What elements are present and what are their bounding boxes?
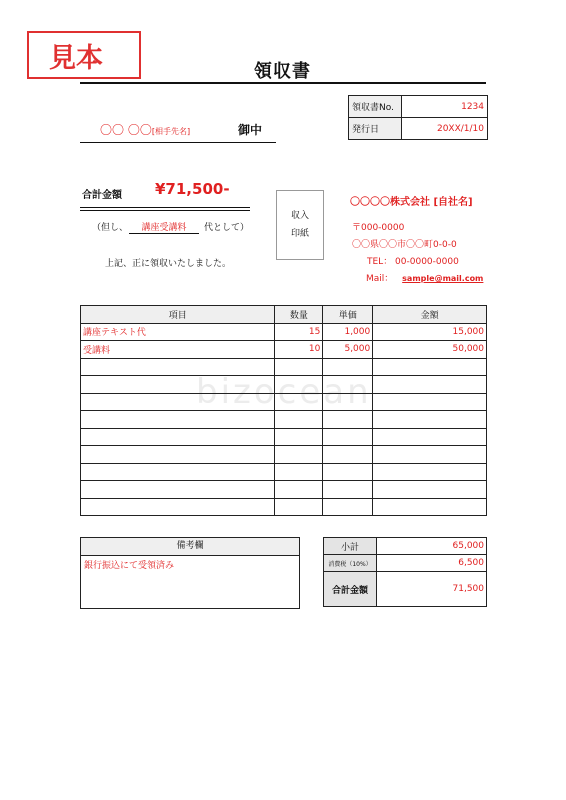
table-row xyxy=(81,428,487,446)
sample-stamp: 見本 xyxy=(27,31,141,79)
issue-date-label: 発行日 xyxy=(349,118,402,140)
recipient-name-text: 〇〇 〇〇 xyxy=(100,123,152,137)
cell-amount xyxy=(373,498,487,516)
table-row xyxy=(81,463,487,481)
cell-amount xyxy=(373,393,487,411)
header-item: 項目 xyxy=(81,306,275,324)
cell-qty xyxy=(275,446,323,464)
grand-total-row xyxy=(324,572,487,607)
header-amount: 金額 xyxy=(373,306,487,324)
receipt-number-label: 領収書No. xyxy=(349,96,402,118)
cell-item xyxy=(81,498,275,516)
tax-value: 6,500 xyxy=(377,555,487,572)
cell-item xyxy=(81,463,275,481)
cell-qty xyxy=(275,463,323,481)
subtotal-row xyxy=(324,538,487,555)
cell-amount: 15,000 xyxy=(373,323,487,341)
recipient-note: [相手先名] xyxy=(151,127,191,136)
watermark: bizocean xyxy=(196,372,372,412)
tadashi-suffix: 代として） xyxy=(204,223,250,233)
company-tel: TEL： 00-0000-0000 xyxy=(367,257,459,267)
cell-price xyxy=(323,498,373,516)
company-name: 〇〇〇〇株式会社 [自社名] xyxy=(350,197,473,208)
cell-price xyxy=(323,376,373,394)
cell-price xyxy=(323,411,373,429)
company-mail-row xyxy=(366,271,483,284)
items-table xyxy=(80,305,487,516)
table-row xyxy=(81,376,487,394)
title-underline xyxy=(80,82,486,84)
cell-price: 1,000 xyxy=(323,323,373,341)
cell-price: 5,000 xyxy=(323,341,373,359)
cell-item xyxy=(81,358,275,376)
revenue-stamp-box xyxy=(276,190,324,260)
page-title: 領収書 xyxy=(254,61,311,82)
cell-qty: 15 xyxy=(275,323,323,341)
total-amount: ¥71,500- xyxy=(155,180,230,198)
grand-total-label: 合計金額 xyxy=(324,572,377,607)
table-row xyxy=(81,498,487,516)
meta-table xyxy=(348,95,488,140)
cell-qty: 10 xyxy=(275,341,323,359)
cell-price xyxy=(323,446,373,464)
table-row xyxy=(81,341,487,359)
total-label: 合計金額 xyxy=(82,190,122,201)
table-row xyxy=(81,411,487,429)
cell-amount xyxy=(373,463,487,481)
cell-amount xyxy=(373,376,487,394)
items-header-row xyxy=(81,306,487,324)
seal-line2: 印紙 xyxy=(290,229,309,239)
cell-item: 受講料 xyxy=(81,341,275,359)
cell-item xyxy=(81,376,275,394)
notes-body: 銀行振込にて受領済み xyxy=(84,561,175,571)
table-row xyxy=(81,446,487,464)
cell-qty xyxy=(275,376,323,394)
subtotal-label: 小計 xyxy=(324,538,377,555)
cell-item xyxy=(81,428,275,446)
grand-total-value: 71,500 xyxy=(377,572,487,607)
table-row xyxy=(81,393,487,411)
tadashi-prefix: （但し、 xyxy=(92,223,129,233)
meta-row-date xyxy=(349,118,488,140)
table-row xyxy=(81,481,487,499)
cell-qty xyxy=(275,393,323,411)
recipient-honorific: 御中 xyxy=(238,123,263,137)
tax-label: 消費税（10%） xyxy=(324,555,377,572)
cell-price xyxy=(323,481,373,499)
company-mail: sample@mail.com xyxy=(402,274,484,283)
seal-line1: 収入 xyxy=(290,211,309,221)
cell-qty xyxy=(275,498,323,516)
company-mail-label: Mail： xyxy=(366,274,394,284)
issue-date-value: 20XX/1/10 xyxy=(402,118,488,140)
meta-row-number xyxy=(349,96,488,118)
summary-table xyxy=(323,537,487,607)
table-row xyxy=(81,323,487,341)
cell-qty xyxy=(275,358,323,376)
total-underline-1 xyxy=(80,207,250,208)
cell-item xyxy=(81,481,275,499)
recipient-name xyxy=(100,121,190,138)
received-text: 上記、正に領収いたしました。 xyxy=(105,259,232,269)
company-postal: 〒000-0000 xyxy=(352,223,405,233)
notes-header: 備考欄 xyxy=(81,538,299,556)
cell-price xyxy=(323,463,373,481)
cell-item xyxy=(81,411,275,429)
cell-price xyxy=(323,358,373,376)
notes-box xyxy=(80,537,300,609)
cell-qty xyxy=(275,481,323,499)
cell-price xyxy=(323,428,373,446)
cell-amount xyxy=(373,358,487,376)
company-address: 〇〇県〇〇市〇〇町0-0-0 xyxy=(352,240,457,250)
receipt-number-value: 1234 xyxy=(402,96,488,118)
cell-item: 講座テキスト代 xyxy=(81,323,275,341)
cell-amount xyxy=(373,481,487,499)
cell-amount xyxy=(373,411,487,429)
header-price: 単価 xyxy=(323,306,373,324)
cell-qty xyxy=(275,428,323,446)
cell-amount xyxy=(373,446,487,464)
cell-qty xyxy=(275,411,323,429)
tax-row xyxy=(324,555,487,572)
subtotal-value: 65,000 xyxy=(377,538,487,555)
cell-amount: 50,000 xyxy=(373,341,487,359)
tadashi-value: 講座受講料 xyxy=(129,220,199,234)
cell-item xyxy=(81,393,275,411)
table-row xyxy=(81,358,487,376)
cell-price xyxy=(323,393,373,411)
total-underline-2 xyxy=(80,210,250,211)
cell-item xyxy=(81,446,275,464)
cell-amount xyxy=(373,428,487,446)
header-qty: 数量 xyxy=(275,306,323,324)
